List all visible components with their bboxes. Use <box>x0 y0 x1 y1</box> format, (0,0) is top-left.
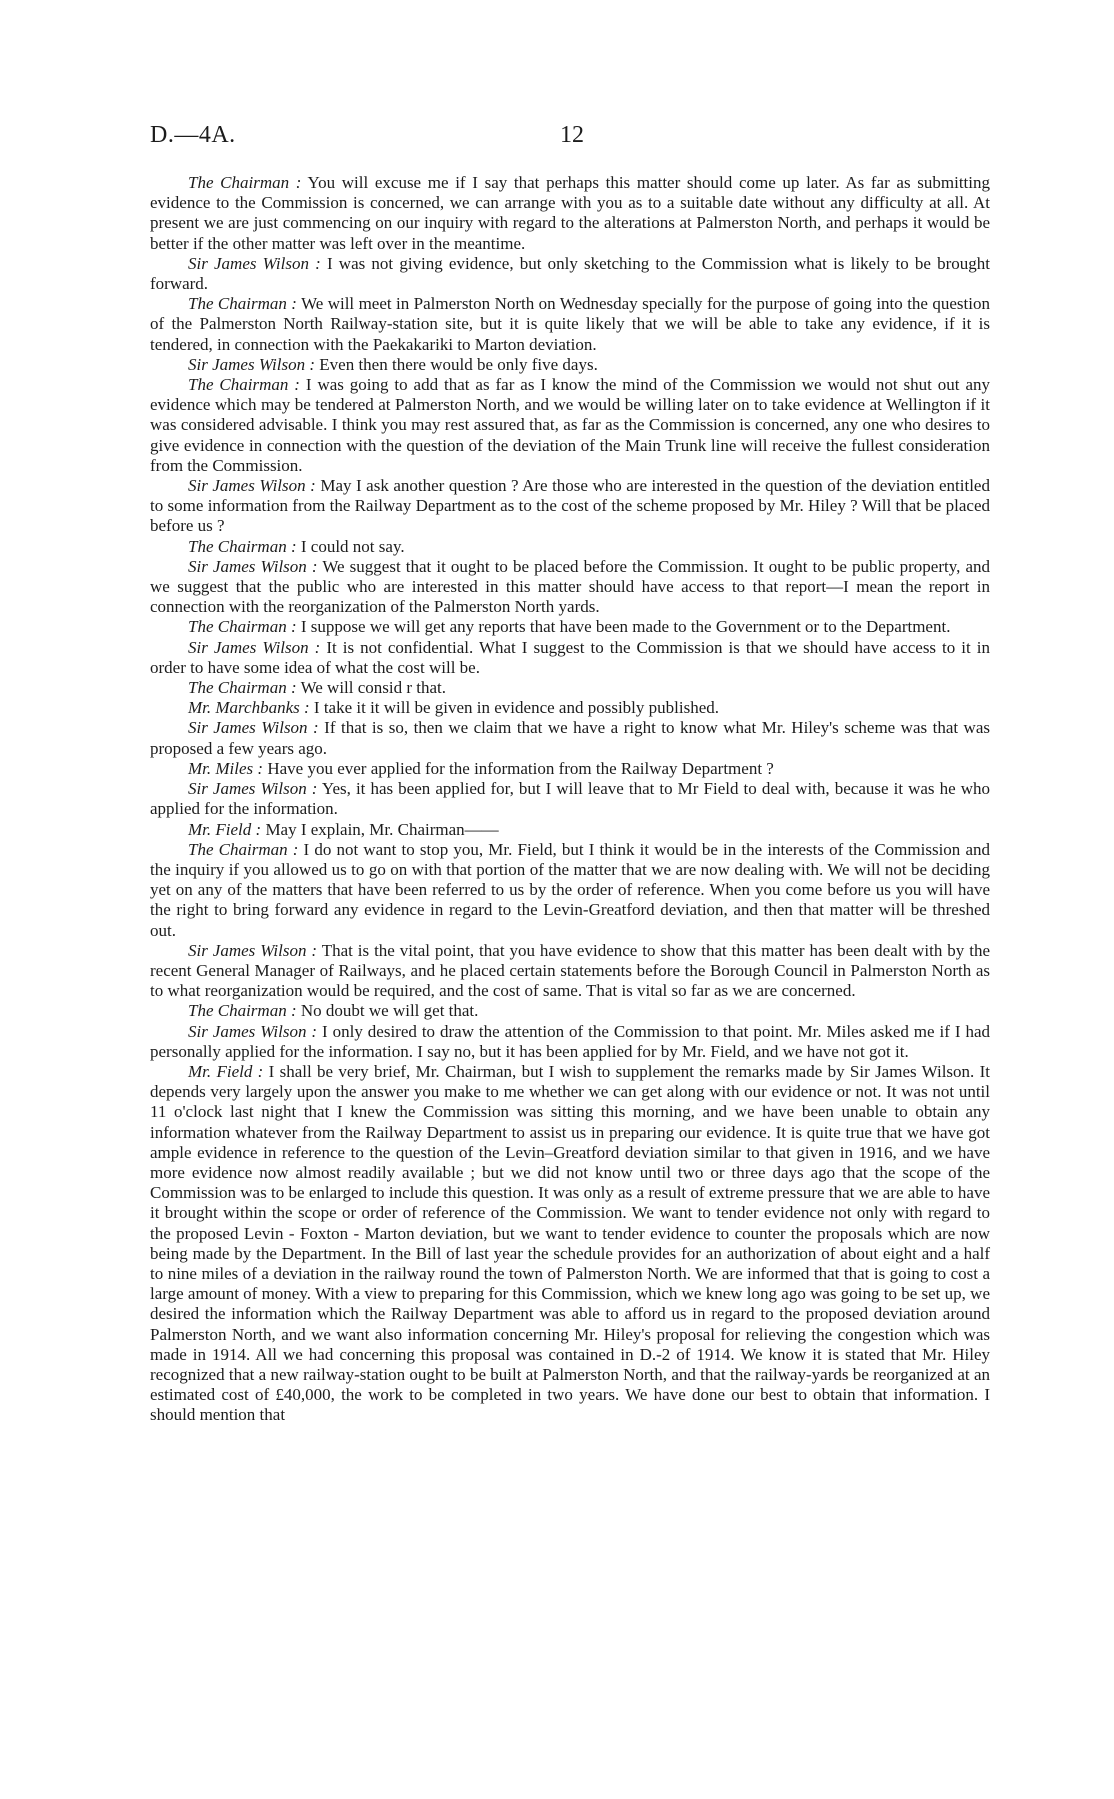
page-number: 12 <box>560 122 584 148</box>
speaker-name: Mr. Field : <box>188 1061 264 1081</box>
paragraph <box>150 557 990 618</box>
speaker-name: The Chairman : <box>188 678 297 698</box>
speaker-name: Sir James Wilson : <box>188 637 321 657</box>
document-body <box>150 173 990 1426</box>
speaker-name: Sir James Wilson : <box>188 940 318 960</box>
paragraph-text: It is not confidential. What I suggest to the Commission is that we should have access to it in order to have some idea of what the cost will be. <box>150 637 990 677</box>
paragraph-text: I only desired to draw the attention of the Commission to that point. Mr. Miles asked me if I had personally applied for the information. I say no, but it has been applied for by Mr. Field, and we have not got it. <box>150 1021 990 1061</box>
speaker-name: Sir James Wilson : <box>188 354 316 374</box>
paragraph-text: If that is so, then we claim that we have a right to know what Mr. Hiley's scheme was that was proposed a few years ago. <box>150 718 990 758</box>
paragraph <box>150 173 990 254</box>
speaker-name: The Chairman : <box>188 617 297 637</box>
paragraph-text: I could not say. <box>296 536 405 556</box>
speaker-name: Mr. Marchbanks : <box>188 698 310 718</box>
paragraph <box>150 840 990 941</box>
paragraph <box>150 537 990 557</box>
paragraph <box>150 1062 990 1426</box>
document-reference: D.—4A. <box>150 122 236 148</box>
speaker-name: Sir James Wilson : <box>188 779 318 799</box>
paragraph-text: Even then there would be only five days. <box>315 354 598 374</box>
paragraph-text: I was not giving evidence, but only sketching to the Commission what is likely to be brought forward. <box>150 253 990 294</box>
speaker-name: Sir James Wilson : <box>188 718 319 738</box>
speaker-name: The Chairman : <box>188 839 299 859</box>
paragraph <box>150 678 990 698</box>
paragraph-text: We will meet in Palmerston North on Wednesday specially for the purpose of going into the question of the Palmerston North Railway-station site, but it is quite likely that we will be able to take any evidence, if it is tendered, in connection with the Paekakariki to Marton deviation. <box>150 294 990 354</box>
paragraph-text: We suggest that it ought to be placed before the Commission. It ought to be public property, and we suggest that the public who are interested in this matter should have access to that report—I mean the report in connection with the reorganization of the Palmerston North yards. <box>150 556 990 617</box>
page-header <box>150 122 985 152</box>
paragraph <box>150 1001 990 1021</box>
paragraph <box>150 718 990 758</box>
speaker-name: Mr. Field : <box>188 819 262 839</box>
speaker-name: The Chairman : <box>188 375 300 395</box>
paragraph-text: I was going to add that as far as I know the mind of the Commission we would not shut out any evidence which may be tendered at Palmerston North, and we would be willing later on to take evidence at Wellington if it was considered advisable. I think you may rest assured that, as far as the Commission is concerned, any one who desires to give evidence in connection with the question of the deviation of the Main Trunk line will receive the fullest consideration from the Commission. <box>150 375 990 475</box>
paragraph-text: I take it it will be given in evidence and possibly published. <box>309 698 719 718</box>
paragraph <box>150 355 990 375</box>
speaker-name: The Chairman : <box>188 536 297 556</box>
speaker-name: The Chairman : <box>188 173 302 192</box>
paragraph-text: Yes, it has been applied for, but I will leave that to Mr Field to deal with, because it was he who applied for the information. <box>150 779 990 819</box>
paragraph <box>150 1022 990 1062</box>
paragraph-text: I shall be very brief, Mr. Chairman, but I wish to supplement the remarks made by Sir James Wilson. It depends very largely upon the answer you make to me whether we can get along with our evidence or not. It was not until 11 o'clock last night that I knew the Commission was sitting this morning, and we have been unable to obtain any information whatever from the Railway Department to assist us in preparing our evidence. It is quite true that we have got ample evidence in reference to the question of the Levin–Greatford deviation similar to that given in 1916, and we have more evidence now almost readily available ; but we did not know until two or three days ago that the scope of the Commission was to be enlarged to include this question. It was only as a result of extreme pressure that we are able to have it brought within the scope or order of reference of the Commission. We want to tender evidence not only with regard to the proposed Levin - Foxton - Marton deviation, but we want to tender evidence to counter the proposals which are now being made by the Department. In the Bill of last year the schedule provides for an authorization of about eight and a half to nine miles of a deviation in the railway round the town of Palmerston North. We are informed that that is going to cost a large amount of money. With a view to preparing for this Commission, which we knew long ago was going to be set up, we desired the information which the Railway Department was able to afford us in regard to the proposed deviation around Palmerston North, and we want also information concerning Mr. Hiley's proposal for relieving the congestion which was made in 1914. All we had concerning this proposal was contained in D.-2 of 1914. We know it is stated that Mr. Hiley recognized that a new railway-station ought to be built at Palmerston North, and that the railway-yards be reorganized at an estimated cost of £40,000, the work to be completed in two years. We have done our best to obtain that information. I should mention that <box>150 1061 991 1425</box>
paragraph <box>150 254 990 294</box>
paragraph <box>150 779 990 819</box>
paragraph-text: You will excuse me if I say that perhaps this matter should come up later. As far as submitting evidence to the Commission is concerned, we can arrange with you as to a suitable date without any difficulty at all. At present we are just commencing on our inquiry with regard to the alterations at Palmerston North, and perhaps it would be better if the other matter was left over in the meantime. <box>150 173 990 253</box>
paragraph <box>150 759 990 779</box>
paragraph-text: No doubt we will get that. <box>296 1001 479 1021</box>
paragraph <box>150 294 990 355</box>
paragraph <box>150 638 990 678</box>
speaker-name: Sir James Wilson : <box>188 556 318 576</box>
speaker-name: The Chairman : <box>188 294 297 314</box>
paragraph-text: Have you ever applied for the information from the Railway Department ? <box>263 758 774 778</box>
paragraph-text: May I explain, Mr. Chairman—— <box>261 819 499 839</box>
paragraph-text: We will consid r that. <box>296 678 447 698</box>
speaker-name: Sir James Wilson : <box>188 1021 318 1041</box>
speaker-name: Mr. Miles : <box>188 758 264 778</box>
speaker-name: The Chairman : <box>188 1001 297 1021</box>
paragraph <box>150 476 990 537</box>
paragraph-text: That is the vital point, that you have evidence to show that this matter has been dealt with by the recent General Manager of Railways, and he placed certain statements before the Borough Council in Palmerston North as to what reorganization would be required, and the cost of same. That is vital so far as we are concerned. <box>150 940 990 1001</box>
paragraph-text: I do not want to stop you, Mr. Field, but I think it would be in the interests of the Commission and the inquiry if you allowed us to go on with that portion of the matter that we are now dealing with. We will not be deciding yet on any of the matters that have been referred to us by the order of reference. When you come before us you will have the right to bring forward any evidence in regard to the Levin-Greatford deviation, and then that matter will be threshed out. <box>150 839 990 940</box>
speaker-name: Sir James Wilson : <box>188 476 316 496</box>
paragraph <box>150 698 990 718</box>
paragraph <box>150 941 990 1002</box>
speaker-name: Sir James Wilson : <box>188 253 321 273</box>
paragraph <box>150 820 990 840</box>
paragraph <box>150 375 990 476</box>
paragraph <box>150 617 990 637</box>
paragraph-text: I suppose we will get any reports that have been made to the Government or to the Department. <box>296 617 951 637</box>
paragraph-text: May I ask another question ? Are those who are interested in the question of the deviation entitled to some information from the Railway Department as to the cost of the scheme proposed by Mr. Hiley ? Will that be placed before us ? <box>150 476 990 536</box>
